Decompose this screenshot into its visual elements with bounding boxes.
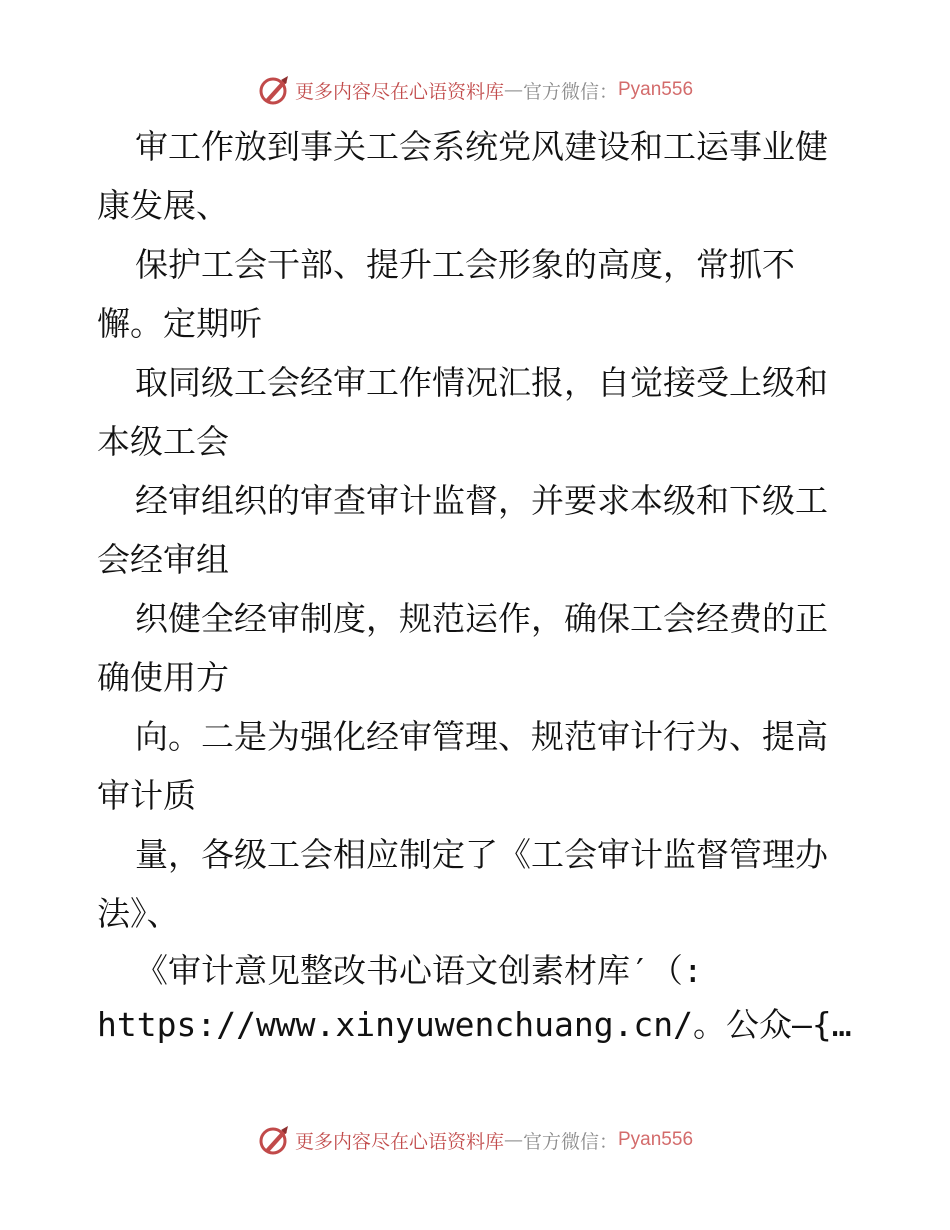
body-line: 法》、 [97,894,180,933]
body-line-url: https://www.xinyuwenchuang.cn/。公众—{… [97,1005,852,1044]
body-line: 织健全经审制度，规范运作，确保工会经费的正 [135,599,828,638]
body-line: 审计质 [97,776,196,815]
watermark-wechat-id: Pyan556 [618,79,694,100]
body-line: 经审组织的审查审计监督，并要求本级和下级工 [135,481,828,520]
body-line: 保护工会干部、提升工会形象的高度，常抓不 [135,245,795,284]
body-line: 向。二是为强化经审管理、规范审计行为、提高 [135,717,828,756]
watermark-wechat-label: 官方微信： [522,80,618,103]
body-line: 懈。定期听 [97,304,262,343]
body-line: 取同级工会经审工作情况汇报，自觉接受上级和 [135,363,828,402]
body-line: 审工作放到事关工会系统党风建设和工运事业健 [135,127,828,166]
header-watermark [0,70,950,110]
watermark-brand-text: 更多内容尽在心语资料库 [294,80,504,103]
feather-pen-logo-icon [257,73,291,107]
watermark-wechat-id: Pyan556 [618,1129,694,1150]
body-line: 确使用方 [97,658,229,697]
watermark-wechat-label: 官方微信： [522,1130,618,1153]
body-line: 《审计意见整改书心语文创素材库′（: [135,951,703,990]
watermark-brand-text: 更多内容尽在心语资料库 [294,1130,504,1153]
watermark-separator: — [503,1129,523,1151]
feather-pen-logo-icon [257,1123,291,1157]
watermark-separator: — [503,79,523,101]
body-line: 会经审组 [97,540,229,579]
body-line: 量，各级工会相应制定了《工会审计监督管理办 [135,835,828,874]
body-line: 康发展、 [97,186,229,225]
body-line: 本级工会 [97,422,229,461]
footer-watermark [0,1120,950,1160]
